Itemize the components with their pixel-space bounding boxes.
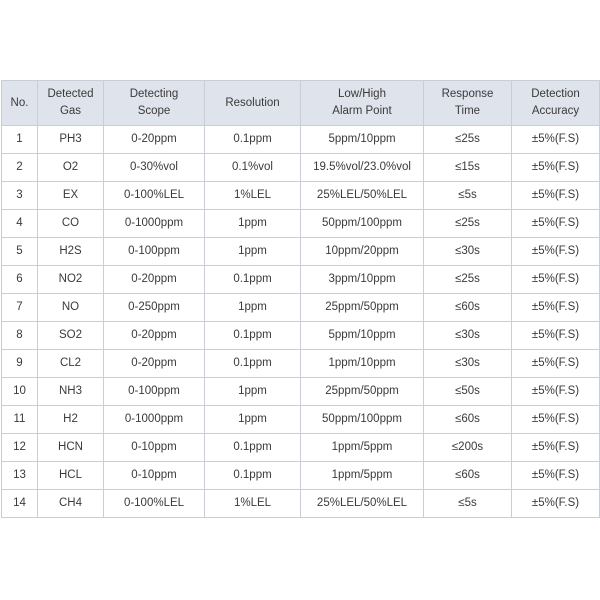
cell-response-time: ≤30s (424, 238, 512, 266)
cell-gas: PH3 (38, 126, 104, 154)
cell-resolution: 1ppm (205, 238, 301, 266)
cell-resolution: 0.1ppm (205, 462, 301, 490)
header-no (2, 81, 38, 126)
cell-scope: 0-20ppm (104, 266, 205, 294)
cell-resolution: 0.1ppm (205, 434, 301, 462)
table-header-row (2, 81, 600, 126)
header-text: Low/High (338, 88, 386, 100)
cell-resolution: 1%LEL (205, 182, 301, 210)
cell-alarm-point: 3ppm/10ppm (301, 266, 424, 294)
cell-resolution: 0.1ppm (205, 322, 301, 350)
cell-resolution: 1ppm (205, 210, 301, 238)
cell-scope: 0-100%LEL (104, 490, 205, 518)
cell-accuracy: ±5%(F.S) (512, 322, 600, 350)
cell-response-time: ≤60s (424, 406, 512, 434)
cell-gas: NO2 (38, 266, 104, 294)
cell-resolution: 1ppm (205, 294, 301, 322)
cell-resolution: 1ppm (205, 378, 301, 406)
cell-no: 6 (2, 266, 38, 294)
cell-scope: 0-20ppm (104, 350, 205, 378)
table-row (2, 434, 600, 462)
cell-accuracy: ±5%(F.S) (512, 126, 600, 154)
cell-no: 8 (2, 322, 38, 350)
cell-response-time: ≤30s (424, 322, 512, 350)
cell-resolution: 1ppm (205, 406, 301, 434)
cell-alarm-point: 50ppm/100ppm (301, 406, 424, 434)
cell-alarm-point: 1ppm/10ppm (301, 350, 424, 378)
table-row (2, 210, 600, 238)
cell-no: 14 (2, 490, 38, 518)
cell-accuracy: ±5%(F.S) (512, 378, 600, 406)
cell-accuracy: ±5%(F.S) (512, 210, 600, 238)
header-text: Response (441, 88, 494, 100)
header-detection-accuracy (512, 81, 600, 126)
cell-response-time: ≤60s (424, 462, 512, 490)
cell-response-time: ≤25s (424, 126, 512, 154)
cell-accuracy: ±5%(F.S) (512, 462, 600, 490)
cell-gas: HCL (38, 462, 104, 490)
cell-accuracy: ±5%(F.S) (512, 490, 600, 518)
cell-accuracy: ±5%(F.S) (512, 294, 600, 322)
cell-alarm-point: 25ppm/50ppm (301, 294, 424, 322)
gas-spec-table-container (1, 80, 599, 518)
cell-resolution: 0.1ppm (205, 350, 301, 378)
header-text: Time (454, 105, 481, 117)
cell-scope: 0-20ppm (104, 322, 205, 350)
cell-gas: CO (38, 210, 104, 238)
header-detecting-scope (104, 81, 205, 126)
cell-gas: HCN (38, 434, 104, 462)
cell-accuracy: ±5%(F.S) (512, 434, 600, 462)
cell-alarm-point: 50ppm/100ppm (301, 210, 424, 238)
cell-alarm-point: 25%LEL/50%LEL (301, 182, 424, 210)
cell-gas: CH4 (38, 490, 104, 518)
cell-no: 12 (2, 434, 38, 462)
cell-no: 5 (2, 238, 38, 266)
cell-accuracy: ±5%(F.S) (512, 406, 600, 434)
cell-resolution: 0.1ppm (205, 126, 301, 154)
table-row (2, 126, 600, 154)
table-row (2, 266, 600, 294)
header-text: Detecting (129, 88, 179, 100)
cell-alarm-point: 19.5%vol/23.0%vol (301, 154, 424, 182)
cell-no: 13 (2, 462, 38, 490)
cell-no: 2 (2, 154, 38, 182)
cell-no: 4 (2, 210, 38, 238)
header-resolution (205, 81, 301, 126)
cell-response-time: ≤5s (424, 490, 512, 518)
table-row (2, 350, 600, 378)
table-row (2, 322, 600, 350)
cell-no: 1 (2, 126, 38, 154)
cell-response-time: ≤200s (424, 434, 512, 462)
cell-gas: SO2 (38, 322, 104, 350)
cell-gas: H2S (38, 238, 104, 266)
cell-gas: NH3 (38, 378, 104, 406)
table-row (2, 406, 600, 434)
table-row (2, 490, 600, 518)
cell-scope: 0-100%LEL (104, 182, 205, 210)
cell-no: 7 (2, 294, 38, 322)
cell-scope: 0-10ppm (104, 434, 205, 462)
header-text: No. (10, 96, 29, 109)
table-row (2, 378, 600, 406)
header-text: Resolution (225, 96, 280, 109)
cell-gas: CL2 (38, 350, 104, 378)
cell-alarm-point: 5ppm/10ppm (301, 126, 424, 154)
table-row (2, 154, 600, 182)
cell-gas: EX (38, 182, 104, 210)
cell-alarm-point: 1ppm/5ppm (301, 462, 424, 490)
cell-no: 11 (2, 406, 38, 434)
header-text: Detected (47, 88, 94, 100)
cell-alarm-point: 25%LEL/50%LEL (301, 490, 424, 518)
cell-scope: 0-30%vol (104, 154, 205, 182)
cell-alarm-point: 10ppm/20ppm (301, 238, 424, 266)
cell-scope: 0-100ppm (104, 378, 205, 406)
cell-scope: 0-10ppm (104, 462, 205, 490)
cell-response-time: ≤50s (424, 378, 512, 406)
header-alarm-point (301, 81, 424, 126)
cell-scope: 0-1000ppm (104, 210, 205, 238)
cell-scope: 0-100ppm (104, 238, 205, 266)
table-row (2, 238, 600, 266)
header-text: Scope (137, 105, 171, 117)
cell-gas: NO (38, 294, 104, 322)
table-row (2, 294, 600, 322)
header-text: Gas (59, 105, 82, 117)
cell-response-time: ≤25s (424, 266, 512, 294)
header-text: Detection (531, 88, 580, 100)
cell-response-time: ≤15s (424, 154, 512, 182)
table-row (2, 462, 600, 490)
table-row (2, 182, 600, 210)
cell-scope: 0-20ppm (104, 126, 205, 154)
cell-resolution: 0.1ppm (205, 266, 301, 294)
cell-accuracy: ±5%(F.S) (512, 238, 600, 266)
cell-accuracy: ±5%(F.S) (512, 350, 600, 378)
header-text: Alarm Point (332, 105, 392, 117)
cell-alarm-point: 25ppm/50ppm (301, 378, 424, 406)
cell-gas: O2 (38, 154, 104, 182)
cell-resolution: 0.1%vol (205, 154, 301, 182)
cell-no: 10 (2, 378, 38, 406)
cell-response-time: ≤60s (424, 294, 512, 322)
gas-spec-table (1, 80, 600, 518)
cell-response-time: ≤30s (424, 350, 512, 378)
cell-resolution: 1%LEL (205, 490, 301, 518)
cell-no: 3 (2, 182, 38, 210)
header-detected-gas (38, 81, 104, 126)
cell-accuracy: ±5%(F.S) (512, 266, 600, 294)
cell-response-time: ≤25s (424, 210, 512, 238)
cell-accuracy: ±5%(F.S) (512, 154, 600, 182)
cell-accuracy: ±5%(F.S) (512, 182, 600, 210)
cell-gas: H2 (38, 406, 104, 434)
cell-response-time: ≤5s (424, 182, 512, 210)
cell-scope: 0-1000ppm (104, 406, 205, 434)
cell-alarm-point: 5ppm/10ppm (301, 322, 424, 350)
cell-no: 9 (2, 350, 38, 378)
header-response-time (424, 81, 512, 126)
cell-scope: 0-250ppm (104, 294, 205, 322)
header-text: Accuracy (531, 105, 580, 117)
cell-alarm-point: 1ppm/5ppm (301, 434, 424, 462)
table-body (2, 126, 600, 518)
